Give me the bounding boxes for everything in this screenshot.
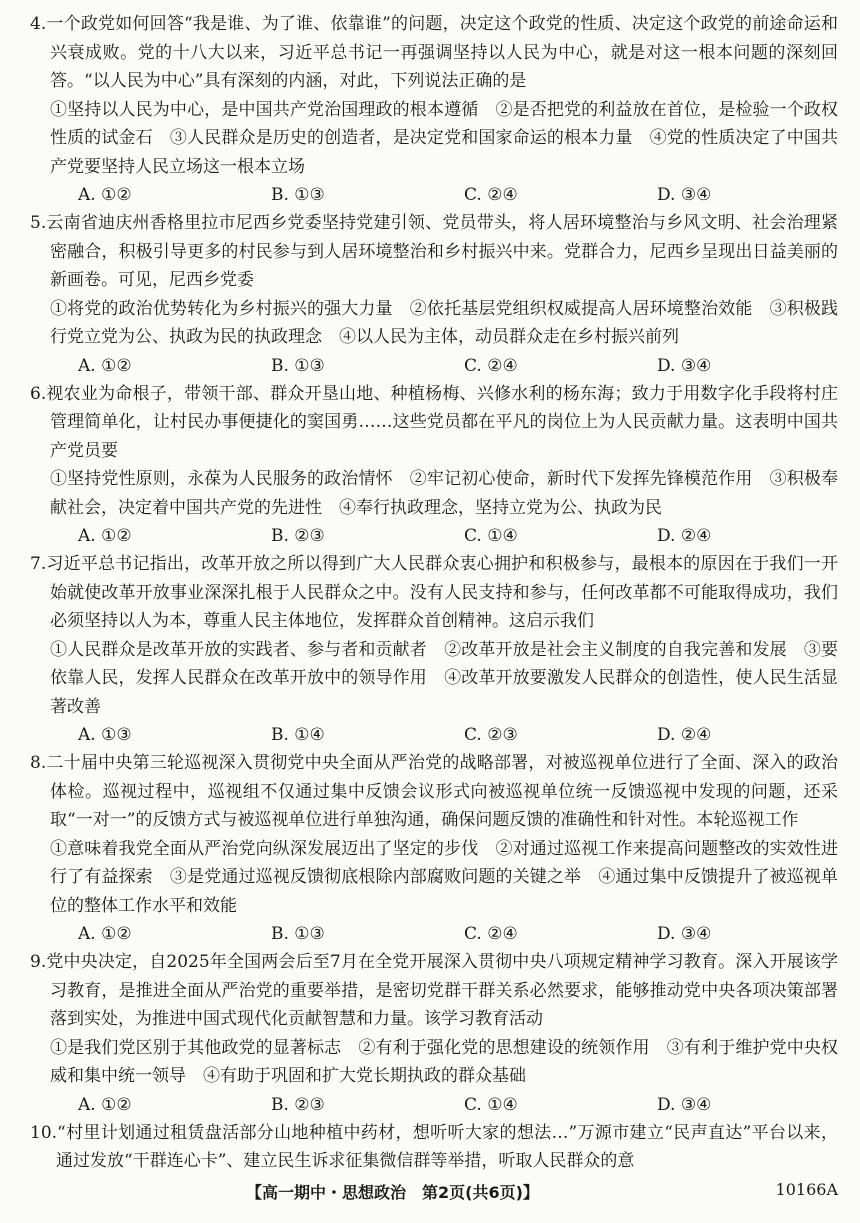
answer-choice-b: B. ②③ (271, 1094, 325, 1115)
answer-choice-c: C. ②④ (464, 924, 518, 944)
question-7 (30, 550, 838, 749)
answer-choice-b: B. ①④ (271, 725, 325, 745)
question-stem: 7.习近平总书记指出，改革开放之所以得到广大人民群众衷心拥护和积极参与，最根本的原因在于我们一开始就使改革开放事业深深扎根于人民群众之中。没有人民支持和参与，任何改革都不可能取得成功，我们必须坚持以人为本，尊重人民主体地位，发挥群众首创精神。这启示我们 (30, 554, 838, 631)
answer-choices (30, 920, 838, 948)
answer-choice-d: D. ③④ (657, 355, 712, 376)
footer-code: 10166A (775, 1180, 838, 1199)
question-4 (30, 10, 838, 209)
answer-choices (30, 522, 838, 550)
question-list (30, 10, 838, 1119)
question-5 (30, 209, 838, 380)
answer-choice-d: D. ③④ (657, 185, 712, 205)
answer-choice-d: D. ③④ (657, 1094, 712, 1115)
question-statements: ①坚持以人民为中心，是中国共产党治国理政的根本遵循 ②是否把党的利益放在首位，是检验一个政权性质的试金石 ③人民群众是历史的创造者，是决定党和国家命运的根本力量 ④党的性质决定了中国共产党要坚持人民立场这一根本立场 (50, 99, 838, 177)
answer-choices (30, 352, 838, 380)
answer-choice-d: D. ②④ (657, 526, 712, 546)
answer-choice-a: A. ①② (78, 924, 132, 944)
question-9 (30, 948, 838, 1119)
footer-title: 【高一期中・思想政治 第2页(共6页)】 (246, 1183, 539, 1202)
answer-choice-d: D. ③④ (657, 924, 712, 944)
question-stem: 9.党中央决定，自2025年全国两会后至7月在全党开展深入贯彻中央八项规定精神学习教育。深入开展该学习教育，是推进全面从严治党的重要举措，是密切党群干群关系必然要求，能够推动党中央各项决策部署落到实处，为推进中国式现代化贡献智慧和力量。该学习教育活动 (30, 952, 838, 1029)
answer-choice-b: B. ①③ (271, 185, 325, 205)
page-footer (0, 1180, 860, 1206)
answer-choice-a: A. ①② (78, 526, 132, 546)
answer-choice-a: A. ①② (78, 355, 132, 376)
answer-choice-a: A. ①② (78, 185, 132, 205)
question-statements: ①意味着我党全面从严治党向纵深发展迈出了坚定的步伐 ②对通过巡视工作来提高问题整改的实效性进行了有益探索 ③是党通过巡视反馈彻底根除内部腐败问题的关键之举 ④通过集中反馈提升了被巡视单位的整体工作水平和效能 (50, 838, 838, 916)
answer-choices (30, 181, 838, 209)
answer-choice-c: C. ②④ (464, 355, 518, 376)
question-statements: ①将党的政治优势转化为乡村振兴的强大力量 ②依托基层党组织权威提高人居环境整治效能 ③积极践行党立党为公、执政为民的执政理念 ④以人民为主体，动员群众走在乡村振兴前列 (50, 298, 838, 347)
question-stem: 5.云南省迪庆州香格里拉市尼西乡党委坚持党建引领、党员带头，将人居环境整治与乡风文明、社会治理紧密融合，积极引导更多的村民参与到人居环境整治和乡村振兴中来。党群合力，尼西乡呈现出日益美丽的新画卷。可见，尼西乡党委 (30, 213, 838, 290)
question-6 (30, 380, 838, 551)
answer-choice-a: A. ①② (78, 1094, 132, 1115)
answer-choice-c: C. ①④ (464, 1094, 518, 1115)
question-statements: ①人民群众是改革开放的实践者、参与者和贡献者 ②改革开放是社会主义制度的自我完善和发展 ③要依靠人民，发挥人民群众在改革开放中的领导作用 ④改革开放要激发人民群众的创造性，使人民生活显著改善 (50, 639, 838, 717)
answer-choice-c: C. ②④ (464, 185, 518, 205)
answer-choice-b: B. ①③ (271, 924, 325, 944)
question-statements: ①坚持党性原则，永葆为人民服务的政治情怀 ②牢记初心使命，新时代下发挥先锋模范作用 ③积极奉献社会，决定着中国共产党的先进性 ④奉行执政理念，坚持立党为公、执政为民 (50, 469, 838, 518)
question-stem: 4.一个政党如何回答“我是谁、为了谁、依靠谁”的问题，决定这个政党的性质、决定这个政党的前途命运和兴衰成败。党的十八大以来，习近平总书记一再强调坚持以人民为中心，就是对这一根本问题的深刻回答。“以人民为中心”具有深刻的内涵，对此，下列说法正确的是 (30, 14, 838, 91)
answer-choices (30, 1091, 838, 1119)
answer-choice-c: C. ②③ (464, 725, 518, 745)
question-8 (30, 749, 838, 948)
question-stem: 8.二十届中央第三轮巡视深入贯彻党中央全面从严治党的战略部署，对被巡视单位进行了全面、深入的政治体检。巡视过程中，巡视组不仅通过集中反馈会议形式向被巡视单位统一反馈巡视中发现的问题，还采取“一对一”的反馈方式与被巡视单位进行单独沟通，确保问题反馈的准确性和针对性。本轮巡视工作 (30, 753, 838, 830)
question-10 (30, 1119, 838, 1176)
answer-choice-b: B. ①③ (271, 355, 325, 376)
answer-choice-c: C. ①④ (464, 526, 518, 546)
question-statements: ①是我们党区别于其他政党的显著标志 ②有利于强化党的思想建设的统领作用 ③有利于维护党中央权威和集中统一领导 ④有助于巩固和扩大党长期执政的群众基础 (50, 1037, 838, 1086)
answer-choice-b: B. ②③ (271, 526, 325, 546)
answer-choice-d: D. ②④ (657, 725, 712, 745)
answer-choice-a: A. ①③ (78, 725, 132, 745)
question-stem: 6.视农业为命根子，带领干部、群众开垦山地、种植杨梅、兴修水利的杨东海；致力于用数字化手段将村庄管理简单化，让村民办事便捷化的窦国勇……这些党员都在平凡的岗位上为人民贡献力量。这表明中国共产党员要 (30, 383, 838, 461)
answer-choices (30, 721, 838, 749)
question-stem: 10.“村里计划通过租赁盘活部分山地种植中药材，想听听大家的想法…”万源市建立“民声直达”平台以来，通过发放“干群连心卡”、建立民生诉求征集微信群等举措，听取人民群众的意 (30, 1122, 838, 1171)
